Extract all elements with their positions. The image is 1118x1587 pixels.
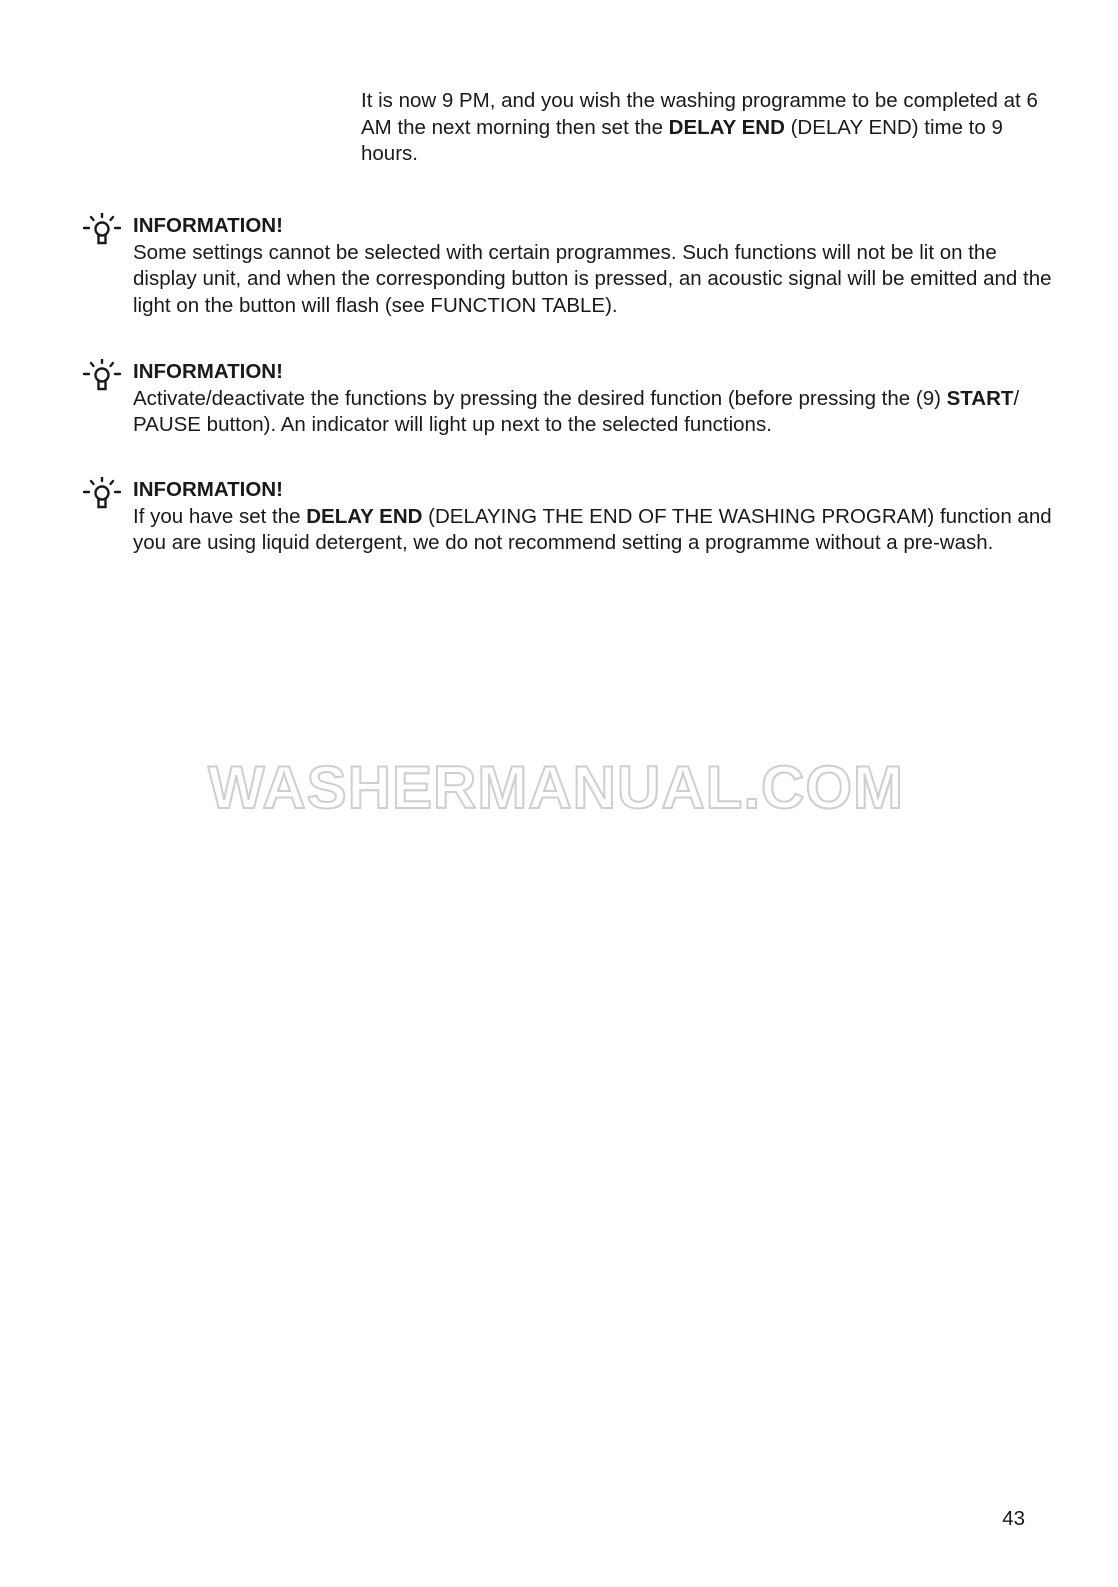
information-heading: INFORMATION!: [133, 214, 283, 237]
information-body: [133, 386, 1053, 439]
intro-bold-term: DELAY END: [668, 115, 785, 139]
information-body: [133, 240, 1053, 320]
lightbulb-icon: [82, 359, 122, 401]
information-heading: INFORMATION!: [133, 478, 283, 501]
watermark: WASHERMANUAL.COM: [208, 754, 904, 821]
information-bold-term: DELAY END: [306, 504, 423, 528]
lightbulb-icon: [82, 213, 122, 255]
information-text: Some settings cannot be selected with certain programmes. Such functions will not be lit on the display unit, and when the corresponding button is pressed, an acoustic signal will be emitted and the light on the button will flash (see FUNCTION TABLE).: [133, 240, 1052, 317]
intro-text-a: It is now 9 PM, and you wish the washing programme to be completed at 6 AM the next morning then set the: [361, 89, 1038, 139]
information-bold-term: START: [946, 386, 1014, 410]
information-text-a: If you have set the: [133, 504, 307, 528]
intro-paragraph: [361, 88, 1051, 168]
information-text-a: Activate/deactivate the functions by pressing the desired function (before pressing the (9): [133, 386, 947, 410]
intro-text-b: (DELAY END) time to 9 hours.: [361, 115, 1003, 165]
information-body: [133, 504, 1053, 557]
information-heading: INFORMATION!: [133, 360, 283, 383]
page-number: 43: [1002, 1507, 1025, 1530]
information-text-b: / PAUSE button). An indicator will light up next to the selected functions.: [133, 386, 1020, 436]
lightbulb-icon: [82, 477, 122, 519]
information-text-b: (DELAYING THE END OF THE WASHING PROGRAM) function and you are using liquid detergent, we do not recommend setting a programme without a pre-wash.: [133, 504, 1052, 554]
